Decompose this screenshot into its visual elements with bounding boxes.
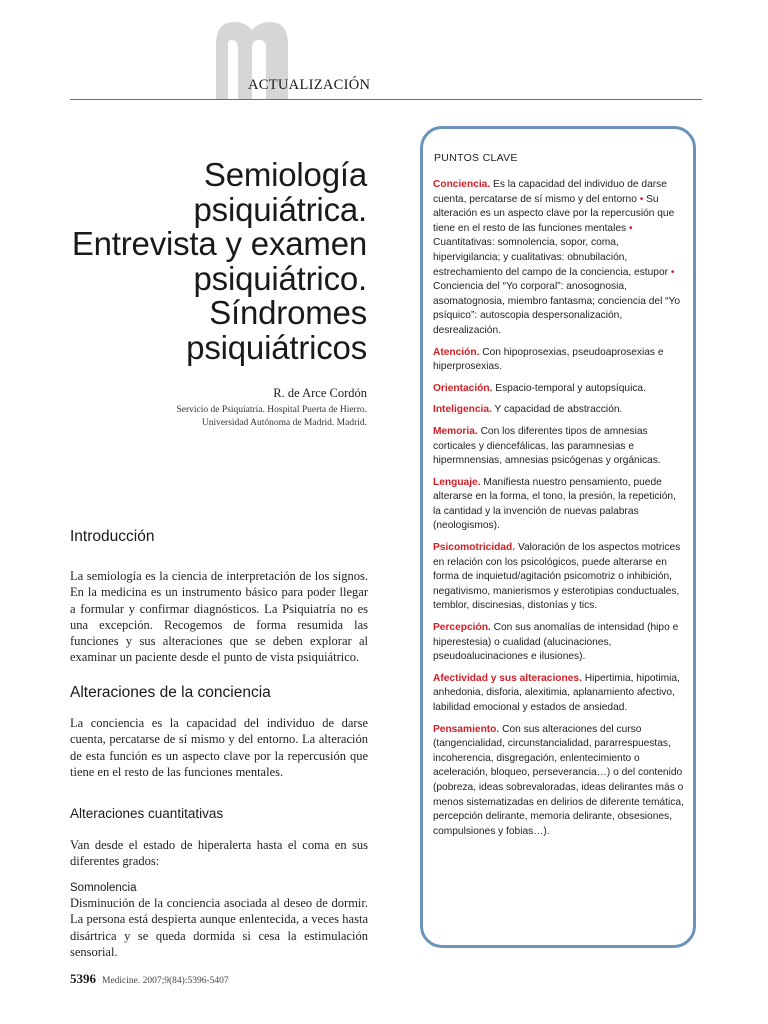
key-point-item <box>433 541 685 614</box>
key-point-text: Con los diferentes tipos de amnesias corticales y diencefálicas, las paramnesias e hipermnensias, amnesias psicógenas y orgánicas. <box>433 425 661 467</box>
key-point-item <box>433 621 685 665</box>
affiliation-line: Universidad Autónoma de Madrid. Madrid. <box>201 418 367 428</box>
key-point-text: Con hipoprosexias, pseudoaprosexias e hiperprosexias. <box>433 346 664 373</box>
affiliation-line: Servicio de Psiquiatría. Hospital Puerta de Hierro. <box>176 405 367 415</box>
key-point-text: Y capacidad de abstracción. <box>494 404 623 416</box>
heading-somnolencia: Somnolencia <box>70 882 137 894</box>
key-point-text: Con sus anomalías de intensidad (hipo e hiperestesia) o cualidad (alucinaciones, pseudoalucinaciones e ilusiones). <box>433 622 679 663</box>
key-point-text: Su alteración es un aspecto clave por la repercusión que tiene en el resto de las funciones mentales <box>433 193 675 234</box>
heading-alteraciones-conciencia: Alteraciones de la conciencia <box>70 684 271 701</box>
key-point-item <box>433 382 685 397</box>
header-divider <box>70 99 702 100</box>
key-point-term: Psicomotricidad. <box>433 542 516 554</box>
page-footer <box>70 970 229 988</box>
key-point-term: Memoria. <box>433 425 478 437</box>
key-point-term: Lenguaje. <box>433 476 481 488</box>
key-point-term: Inteligencia. <box>433 404 492 416</box>
journal-citation: Medicine. 2007;9(84):5396-5407 <box>102 976 229 986</box>
key-point-term: Conciencia. <box>433 179 491 190</box>
key-point-text: Espacio-temporal y autopsíquica. <box>495 382 646 394</box>
key-point-term: Atención. <box>433 346 480 358</box>
key-point-item <box>433 425 685 469</box>
key-point-term: Orientación. <box>433 382 493 394</box>
key-point-text: Conciencia del “Yo corporal”: anosognosia, asomatognosia, miembro fantasma; conciencia del “Yo psíquico”: autoscopia despersonalización, desrealización. <box>433 281 681 336</box>
key-point-term: Percepción. <box>433 622 491 634</box>
key-point-item <box>433 346 685 375</box>
bullet-icon: • <box>626 222 633 234</box>
key-point-term: Afectividad y sus alteraciones. <box>433 672 582 684</box>
section-label: ACTUALIZACIÓN <box>248 77 371 93</box>
page-number: 5396 <box>70 971 96 986</box>
key-point-text: Manifiesta nuestro pensamiento, puede alterarse en la forma, el tono, la presión, la repetición, la cantidad y la invención de nuevas palabras (neologismos). <box>433 476 676 532</box>
title-line: psiquiátrico. <box>193 259 367 297</box>
key-point-text: Hipertimia, hipotimia, anhedonia, disforia, alexitimia, aplanamiento afectivo, labilidad emocional y estados de ansiedad. <box>433 672 680 713</box>
paragraph-cuantitativas: Van desde el estado de hiperalerta hasta el coma en sus diferentes grados: <box>70 838 368 869</box>
title-line: psiquiátrica. <box>193 190 367 228</box>
title-line: Entrevista y examen <box>71 225 367 262</box>
heading-alteraciones-cuantitativas: Alteraciones cuantitativas <box>70 806 224 821</box>
paragraph-introduccion: La semiología es la ciencia de interpretación de los signos. En la medicina es un instrumento básico para poder llegar a formular y confirmar diagnósticos. La Psiquiatría no es una excepción. Recogemos de forma resumida las funciones y sus alteraciones que se deben explorar al examinar un paciente desde el punto de vista psiquiátrico. <box>70 569 368 665</box>
key-point-term: Pensamiento. <box>433 723 500 735</box>
key-point-text: Con sus alteraciones del curso (tangencialidad, circunstancialidad, pararrespuestas, incoherencia, disgregación, enlentecimiento o aceleración, bloqueo, perseverancia…) o del contenido (pobreza, ideas sobrevaloradas, ideas delirantes más o menos sistematizadas en delirios de diferente temática, percepción delirante, memoria delirante, obsesiones, compulsiones y fobias…). <box>433 723 684 837</box>
title-line: Síndromes <box>209 294 367 331</box>
key-point-item <box>433 476 685 534</box>
heading-introduccion: Introducción <box>70 528 155 545</box>
author-affiliation <box>120 404 367 430</box>
bullet-icon: • <box>668 266 675 278</box>
key-point-item <box>433 403 685 418</box>
key-point-text: Es la capacidad del individuo de darse cuenta, percatarse de sí mismo y del entorno <box>433 179 667 205</box>
key-point-item <box>433 723 685 840</box>
author-name: R. de Arce Cordón <box>273 386 367 400</box>
paragraph-conciencia: La conciencia es la capacidad del individuo de darse cuenta, percatarse de sí mismo y del entorno. La alteración de esta función es un aspecto clave por la repercusión que tiene en el resto de las funciones mentales. <box>70 716 368 779</box>
bullet-icon: • <box>636 193 647 205</box>
key-points-title: PUNTOS CLAVE <box>434 152 518 164</box>
article-title <box>60 158 367 365</box>
title-line: psiquiátricos <box>186 328 367 366</box>
key-point-text: Cuantitativas: somnolencia, sopor, coma, hipervigilancia; y cualitativas: obnubilación, estrechamiento del campo de la conciencia, estupor <box>433 237 669 278</box>
key-point-item <box>433 672 685 716</box>
key-point-item <box>433 178 685 339</box>
key-point-text: Valoración de los aspectos motrices en relación con los psicológicos, puede alterarse en forma de inquietud/agitación psicomotriz o inhibición, negativismo, manierismos y esterotipias conductuales, temblor, discinesias, distonías y tics. <box>433 542 681 612</box>
title-line: Semiología <box>203 156 367 193</box>
key-points-list <box>433 178 685 846</box>
paragraph-somnolencia: Disminución de la conciencia asociada al deseo de dormir. La persona está despierta aunque enlentecida, a veces hasta disártrica y se queda dormida si cesa la estimulación sensorial. <box>70 896 368 959</box>
